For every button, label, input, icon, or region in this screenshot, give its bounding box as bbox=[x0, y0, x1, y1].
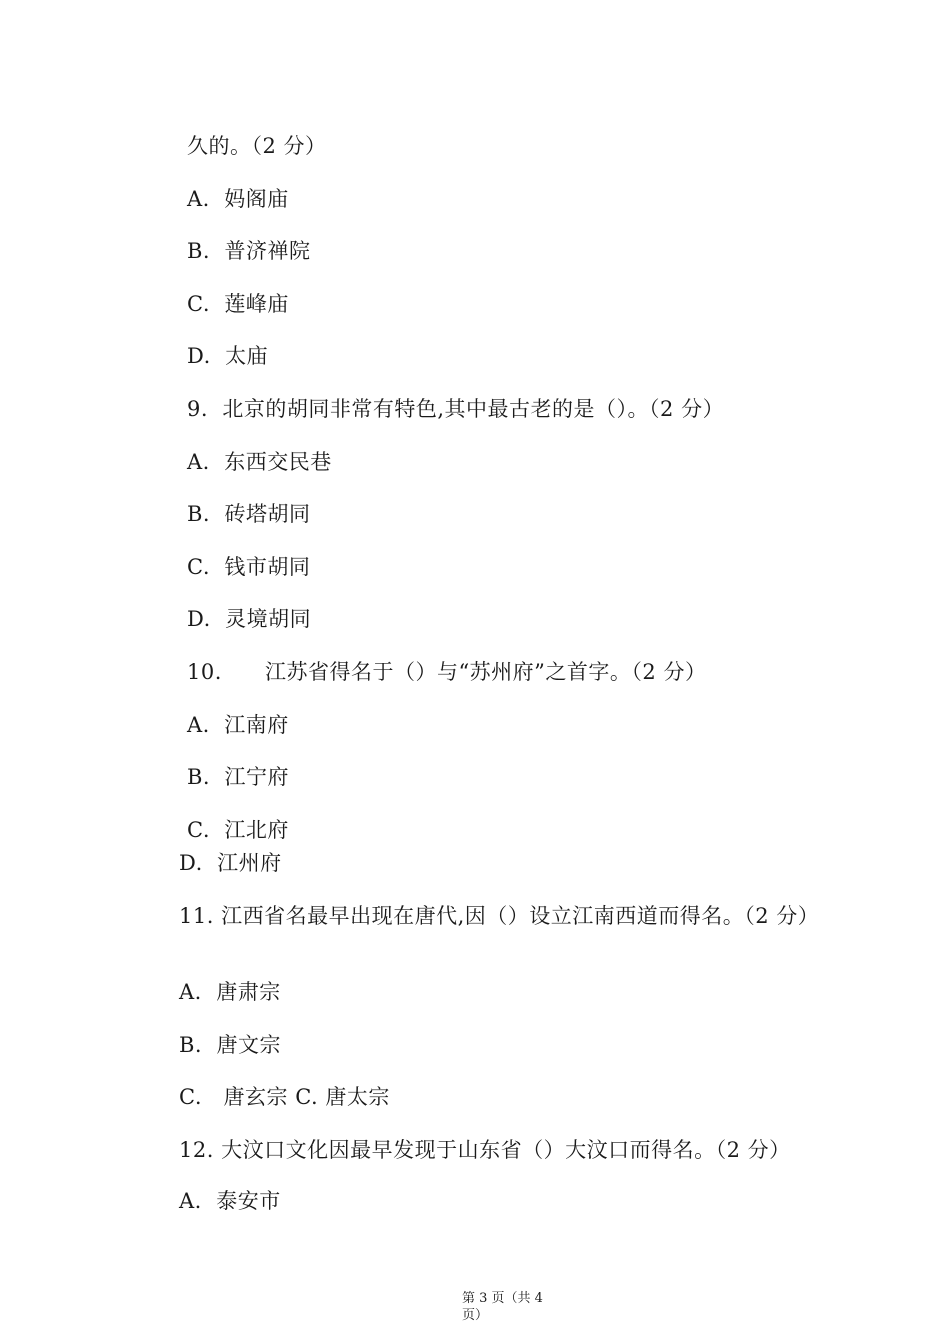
q10-option-b: B. 江宁府 bbox=[187, 765, 289, 789]
q8-option-a: A. 妈阁庙 bbox=[187, 187, 289, 211]
q9-option-a: A. 东西交民巷 bbox=[187, 450, 332, 474]
question-11: 11. 江西省名最早出现在唐代,因（）设立江南西道而得名。（2 分） bbox=[179, 904, 820, 928]
q11-option-c: C. 唐玄宗 C. 唐太宗 bbox=[179, 1085, 390, 1109]
q8-option-b: B. 普济禅院 bbox=[187, 239, 311, 263]
question-12: 12. 大汶口文化因最早发现于山东省（）大汶口而得名。（2 分） bbox=[179, 1138, 791, 1162]
q9-option-b: B. 砖塔胡同 bbox=[187, 502, 311, 526]
q9-option-c: C. 钱市胡同 bbox=[187, 555, 311, 579]
q8-option-c: C. 莲峰庙 bbox=[187, 292, 289, 316]
page-number-footer: 第 3 页（共 4 页） bbox=[462, 1291, 543, 1323]
question-8-tail: 久的。（2 分） bbox=[187, 134, 327, 158]
q9-option-d: D. 灵境胡同 bbox=[187, 607, 312, 631]
q12-option-a: A. 泰安市 bbox=[179, 1189, 281, 1213]
q10-option-d: D. 江州府 bbox=[179, 851, 282, 875]
q8-option-d: D. 太庙 bbox=[187, 344, 269, 368]
q11-option-a: A. 唐肃宗 bbox=[179, 980, 281, 1004]
q10-option-a: A. 江南府 bbox=[187, 713, 289, 737]
q11-option-b: B. 唐文宗 bbox=[179, 1033, 281, 1057]
q10-option-c: C. 江北府 bbox=[187, 818, 289, 842]
question-10: 10. 江苏省得名于（）与“苏州府”之首字。（2 分） bbox=[187, 660, 707, 684]
question-9: 9. 北京的胡同非常有特色,其中最古老的是（）。（2 分） bbox=[187, 397, 725, 421]
